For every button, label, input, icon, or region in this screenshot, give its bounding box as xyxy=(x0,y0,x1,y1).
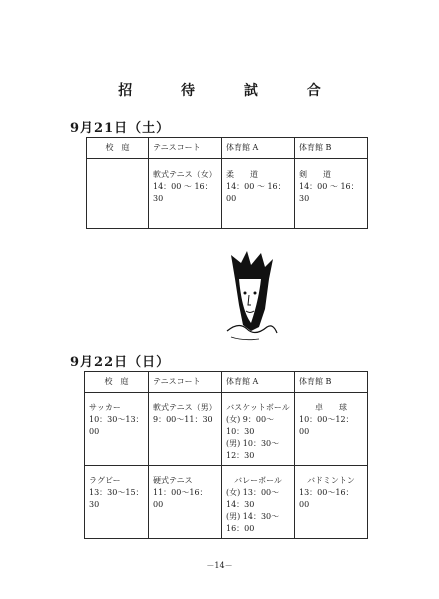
event-time: (女) 9：00～10：30 xyxy=(226,415,275,436)
header-cell-tennis-court: テニスコート xyxy=(149,372,222,393)
event-time: 10：30～13：00 xyxy=(89,415,144,436)
event-time: 11：00～16：00 xyxy=(153,488,208,509)
event-time: (男) 10：30～12：30 xyxy=(226,439,280,460)
event-name: 卓 球 xyxy=(315,403,347,412)
table-row xyxy=(85,466,368,539)
event-name: 硬式テニス xyxy=(153,476,193,485)
event-name: バドミントン xyxy=(307,476,355,485)
date-heading-sep-21: 9月21日（土） xyxy=(70,121,171,136)
jester-figure-icon xyxy=(221,249,281,345)
date-heading-sep-22: 9月22日（日） xyxy=(70,355,171,370)
event-time: 14：00 ～ 16：00 xyxy=(226,182,286,203)
event-name: ラグビー xyxy=(89,476,121,485)
event-time: 14：00 ～ 16：30 xyxy=(299,182,359,203)
table-header-row xyxy=(85,372,368,393)
event-name: バレーボール xyxy=(234,476,282,485)
table-cell xyxy=(222,159,295,229)
event-time: (男) 14：30～16：00 xyxy=(226,512,280,533)
table-cell xyxy=(87,159,149,229)
table-cell xyxy=(85,393,149,466)
schedule-table-sep-21 xyxy=(86,137,368,229)
event-time: 10：00～12：00 xyxy=(299,415,354,436)
header-cell-gym-a: 体育館 A xyxy=(222,138,295,159)
page-title: 招 待 試 合 xyxy=(118,83,343,99)
table-cell xyxy=(295,159,368,229)
header-cell-gym-a: 体育館 A xyxy=(222,372,295,393)
event-name: 軟式テニス（女） xyxy=(153,170,217,179)
table-cell xyxy=(149,466,222,539)
page-number: －14－ xyxy=(206,561,233,570)
table-cell xyxy=(295,466,368,539)
header-cell-schoolyard: 校 庭 xyxy=(85,372,149,393)
table-header-row xyxy=(87,138,368,159)
event-name: 剣 道 xyxy=(299,170,331,179)
table-cell xyxy=(149,393,222,466)
header-cell-gym-b: 体育館 B xyxy=(295,138,368,159)
header-cell-schoolyard: 校 庭 xyxy=(87,138,149,159)
table-cell xyxy=(222,466,295,539)
header-cell-tennis-court: テニスコート xyxy=(149,138,222,159)
table-cell xyxy=(295,393,368,466)
table-cell xyxy=(85,466,149,539)
event-time: (女) 13：00～14：30 xyxy=(226,488,280,509)
event-time: 14：00 ～ 16：30 xyxy=(153,182,213,203)
table-row xyxy=(87,159,368,229)
table-cell xyxy=(222,393,295,466)
header-cell-gym-b: 体育館 B xyxy=(295,372,368,393)
event-name: 柔 道 xyxy=(226,170,258,179)
event-name: バスケットボール xyxy=(226,403,290,412)
event-time: 9：00～11：30 xyxy=(153,415,213,424)
table-row xyxy=(85,393,368,466)
table-cell xyxy=(149,159,222,229)
schedule-table-sep-22 xyxy=(84,371,368,539)
event-name: サッカー xyxy=(89,403,121,412)
event-time: 13：00～16：00 xyxy=(299,488,354,509)
event-name: 軟式テニス（男） xyxy=(153,403,217,412)
event-time: 13：30～15：30 xyxy=(89,488,144,509)
